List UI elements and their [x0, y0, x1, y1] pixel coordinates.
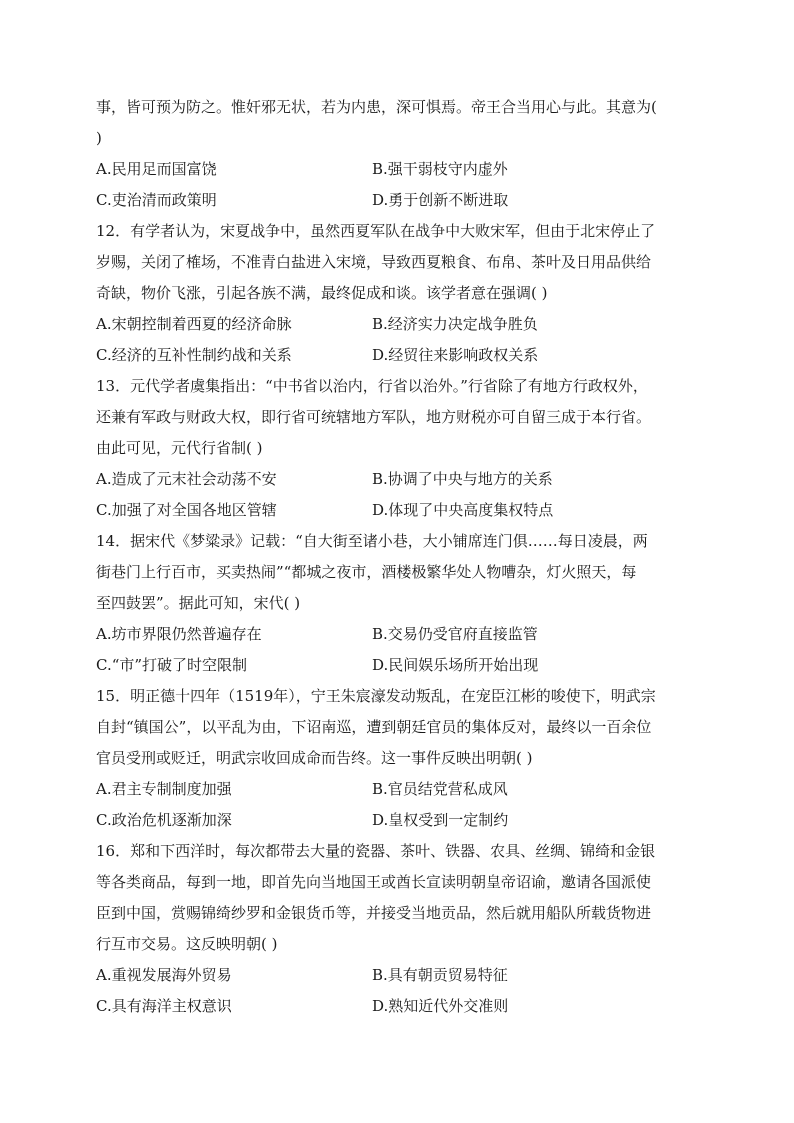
question-12 [96, 216, 706, 371]
option-a: A.君主专制制度加强 [96, 780, 232, 798]
question-text-line: 岁赐，关闭了榷场，不准青白盐进入宋境，导致西夏粮食、布帛、茶叶及日用品供给 [96, 253, 652, 271]
options-row [96, 464, 706, 495]
question-text-line: 14．据宋代《梦粱录》记载：“自大街至诸小巷，大小铺席连门俱……每日凌晨，两 [96, 532, 648, 550]
options-row [96, 619, 706, 650]
option-a: A.造成了元末社会动荡不安 [96, 470, 277, 488]
option-c: C.吏治清而政策明 [96, 191, 217, 209]
option-c: C.政治危机逐渐加深 [96, 811, 232, 829]
options-row [96, 991, 706, 1022]
question-text-line: 12．有学者认为，宋夏战争中，虽然西夏军队在战争中大败宋军，但由于北宋停止了 [96, 222, 656, 240]
question-text-line: 13．元代学者虞集指出：“中书省以治内，行省以治外。”行省除了有地方行政权外， [96, 377, 648, 395]
options-row [96, 805, 706, 836]
question-text-line: 15．明正德十四年（1519年），宁王朱宸濠发动叛乱，在宠臣江彬的唆使下，明武宗 [96, 687, 656, 705]
exam-page [96, 92, 706, 1022]
question-text-line: 16．郑和下西洋时，每次都带去大量的瓷器、茶叶、铁器、农具、丝绸、锦绮和金银 [96, 842, 656, 860]
option-b: B.具有朝贡贸易特征 [372, 966, 508, 984]
option-c: C.经济的互补性制约战和关系 [96, 346, 292, 364]
options-row [96, 185, 706, 216]
option-c: C.具有海洋主权意识 [96, 997, 232, 1015]
option-a: A.民用足而国富饶 [96, 160, 217, 178]
option-d: D.熟知近代外交准则 [372, 997, 509, 1015]
question-16 [96, 836, 706, 1022]
option-d: D.皇权受到一定制约 [372, 811, 509, 829]
question-text-line: 行互市交易。这反映明朝( ) [96, 935, 278, 953]
option-b: B.经济实力决定战争胜负 [372, 315, 538, 333]
options-row [96, 154, 706, 185]
option-d: D.体现了中央高度集权特点 [372, 501, 554, 519]
question-text-line: 事，皆可预为防之。惟奸邪无状，若为内患，深可惧焉。帝王合当用心与此。其意为( [96, 98, 657, 116]
question-text-line: 奇缺，物价飞涨，引起各族不满，最终促成和谈。该学者意在强调( ) [96, 284, 548, 302]
question-text-line: 由此可见，元代行省制( ) [96, 439, 263, 457]
option-c: C.“市”打破了时空限制 [96, 656, 248, 674]
options-row [96, 960, 706, 991]
question-text-line: ) [96, 129, 102, 147]
options-row [96, 774, 706, 805]
question-text-line: 还兼有军政与财政大权，即行省可统辖地方军队，地方财税亦可自留三成于本行省。 [96, 408, 652, 426]
options-row [96, 340, 706, 371]
question-text-line: 臣到中国，赏赐锦绮纱罗和金银货币等，并接受当地贡品，然后就用船队所载货物进 [96, 904, 652, 922]
question-text-line: 等各类商品，每到一地，即首先向当地国王或酋长宣读明朝皇帝诏谕，邀请各国派使 [96, 873, 652, 891]
options-row [96, 309, 706, 340]
question-11-continuation [96, 92, 706, 216]
option-a: A.坊市界限仍然普遍存在 [96, 625, 262, 643]
options-row [96, 650, 706, 681]
question-text-line: 自封“镇国公”，以平乱为由，下诏南巡，遭到朝廷官员的集体反对，最终以一百余位 [96, 718, 652, 736]
question-text-line: 街巷门上行百市，买卖热闹”“都城之夜市，酒楼极繁华处人物嘈杂，灯火照天，每 [96, 563, 637, 581]
option-b: B.协调了中央与地方的关系 [372, 470, 553, 488]
option-b: B.官员结党营私成风 [372, 780, 508, 798]
option-b: B.交易仍受官府直接监管 [372, 625, 538, 643]
option-a: A.宋朝控制着西夏的经济命脉 [96, 315, 292, 333]
option-a: A.重视发展海外贸易 [96, 966, 232, 984]
question-text-line: 至四鼓罢”。据此可知，宋代( ) [96, 594, 301, 612]
option-b: B.强干弱枝守内虚外 [372, 160, 508, 178]
option-c: C.加强了对全国各地区管辖 [96, 501, 277, 519]
options-row [96, 495, 706, 526]
question-13 [96, 371, 706, 526]
question-14 [96, 526, 706, 681]
option-d: D.经贸往来影响政权关系 [372, 346, 539, 364]
option-d: D.民间娱乐场所开始出现 [372, 656, 539, 674]
option-d: D.勇于创新不断进取 [372, 191, 509, 209]
question-15 [96, 681, 706, 836]
question-text-line: 官员受刑或贬迁，明武宗收回成命而告终。这一事件反映出明朝( ) [96, 749, 533, 767]
